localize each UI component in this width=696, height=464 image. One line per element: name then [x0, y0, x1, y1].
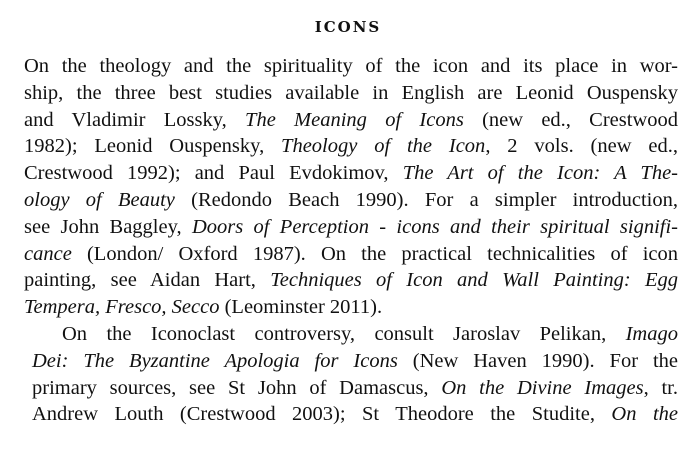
- italic-title-text: The Art of the Icon: A The-: [402, 162, 678, 185]
- text-line: [62, 320, 678, 348]
- text-run: On the theology and the spirituality of the icon and its place in wor-: [24, 55, 678, 77]
- italic-title-text: Tempera, Fresco, Secco: [24, 296, 220, 319]
- text-line: [32, 374, 678, 402]
- text-run: (Leominster 2011).: [219, 296, 383, 319]
- text-line: [24, 240, 678, 268]
- text-line: [24, 186, 678, 214]
- text-run: Andrew Louth (Crestwood 2003); St Theodore the Studite,: [32, 403, 612, 426]
- text-line: [32, 400, 678, 428]
- text-run: (Redondo Beach 1990). For a simpler introduction,: [174, 189, 678, 211]
- text-run: primary sources, see St John of Damascus,: [32, 376, 442, 399]
- text-line: [24, 293, 678, 321]
- text-run: and Vladimir Lossky,: [24, 108, 246, 131]
- text-line: [32, 347, 678, 375]
- italic-title-text: Techniques of Icon and Wall Painting: Egg: [270, 269, 679, 292]
- text-run: ship, the three best studies available in English are Leonid Ouspensky: [24, 81, 678, 104]
- text-line: [24, 106, 678, 134]
- text-line: [24, 213, 678, 241]
- text-run: , tr.: [643, 376, 679, 399]
- italic-title-text: The Meaning of Icons: [245, 108, 464, 131]
- text-run: see John Baggley,: [24, 215, 192, 238]
- text-run: painting, see Aidan Hart,: [24, 269, 271, 292]
- text-run: 1982); Leonid Ouspensky,: [24, 135, 282, 158]
- text-run: (New Haven 1990). For the: [397, 349, 678, 372]
- text-run: , 2 vols. (new ed.,: [485, 135, 678, 158]
- text-line: [24, 266, 678, 294]
- italic-title-text: Imago: [625, 323, 678, 345]
- section-heading: ICONS: [314, 18, 382, 36]
- italic-title-text: On the: [611, 403, 678, 426]
- text-line: [24, 132, 678, 160]
- text-line: [24, 159, 678, 187]
- text-run: (new ed., Crestwood: [463, 108, 678, 131]
- italic-title-text: On the Divine Images: [441, 376, 644, 399]
- text-run: On the Iconoclast controversy, consult Jaroslav Pelikan,: [62, 323, 626, 345]
- italic-title-text: Dei: The Byzantine Apologia for Icons: [32, 349, 398, 372]
- italic-title-text: Theology of the Icon: [281, 135, 486, 158]
- text-line: [24, 52, 678, 80]
- text-run: Crestwood 1992); and Paul Evdokimov,: [24, 162, 403, 185]
- text-run: (London/ Oxford 1987). On the practical technicalities of icon: [71, 242, 678, 265]
- text-line: [24, 79, 678, 107]
- italic-title-text: ology of Beauty: [24, 189, 175, 211]
- italic-title-text: cance: [24, 242, 72, 265]
- italic-title-text: Doors of Perception - icons and their spiritual signifi-: [191, 215, 679, 238]
